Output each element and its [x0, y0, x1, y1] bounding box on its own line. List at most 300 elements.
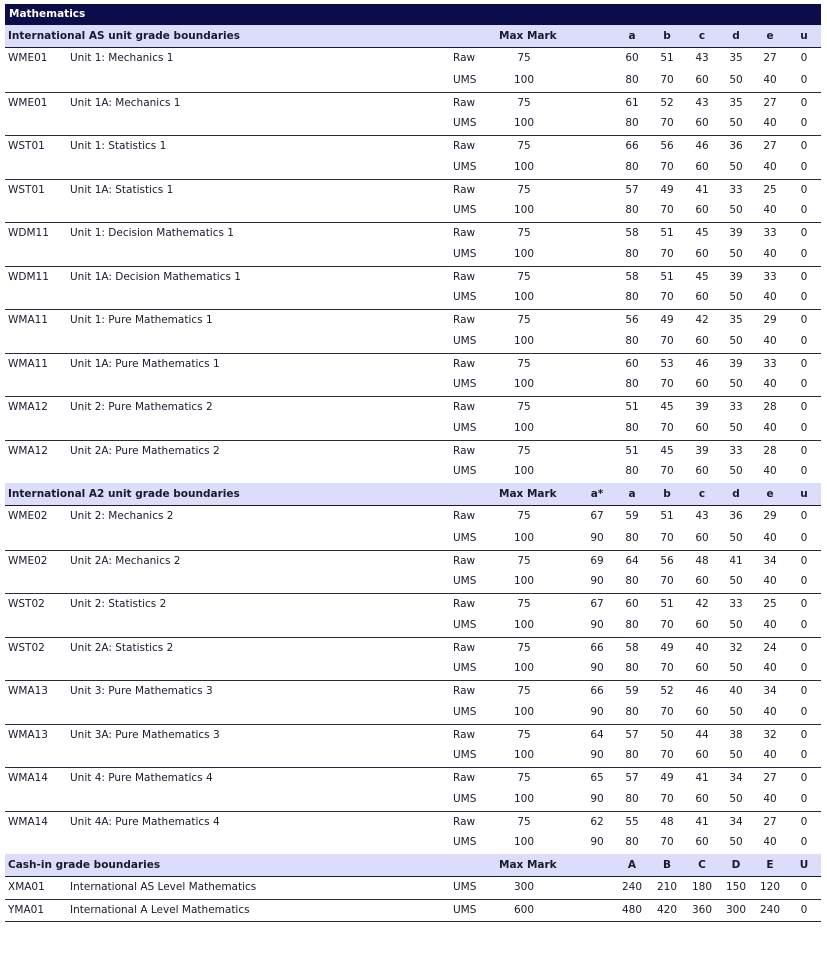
max-mark: 100: [513, 575, 535, 588]
grade-value: 57: [625, 772, 639, 784]
grade-value: 50: [729, 378, 743, 391]
unit-code: WMA13: [8, 685, 48, 697]
grade-header: D: [731, 859, 741, 871]
grade-value: 70: [660, 378, 674, 391]
mark-type: Raw: [453, 510, 476, 522]
grade-value: 70: [660, 465, 674, 478]
grade-value: 60: [695, 618, 709, 631]
unit-code: WST02: [8, 598, 45, 610]
grade-value: 57: [625, 183, 639, 196]
grade-value: 64: [625, 554, 639, 567]
unit-code: WME01: [8, 52, 48, 64]
grade-value: 60: [695, 705, 709, 718]
max-mark: 75: [517, 554, 531, 567]
grade-value: 0: [800, 421, 808, 434]
grade-header: C: [698, 859, 706, 871]
grade-value: 80: [625, 531, 639, 544]
grade-value: 57: [625, 728, 639, 741]
grade-value: 50: [729, 160, 743, 173]
grade-value: 70: [660, 291, 674, 304]
grade-value: 420: [656, 903, 678, 916]
table-row: [5, 396, 821, 418]
grade-value: 0: [800, 881, 808, 893]
grade-header: a*: [590, 488, 604, 500]
grade-value: 27: [763, 52, 777, 64]
grade-value: 80: [625, 465, 639, 478]
max-mark: 100: [513, 117, 535, 130]
grade-value: 80: [625, 378, 639, 391]
max-mark: 100: [513, 836, 535, 849]
table-row: [5, 179, 821, 201]
unit-code: WME01: [8, 96, 48, 109]
grade-value: 70: [660, 749, 674, 762]
unit-code: WDM11: [8, 227, 49, 239]
unit-code: WMA12: [8, 444, 48, 457]
grade-value: 40: [763, 792, 777, 805]
grade-value: 210: [656, 881, 678, 893]
mark-type: Raw: [453, 685, 476, 697]
mark-type: UMS: [453, 792, 477, 805]
grade-value: 43: [695, 52, 709, 64]
grade-value: 0: [800, 836, 808, 849]
grade-value: 46: [695, 685, 709, 697]
grade-value: 70: [660, 662, 674, 675]
grade-value: 33: [729, 183, 743, 196]
grade-value: 70: [660, 334, 674, 347]
unit-code: XMA01: [8, 881, 45, 893]
unit-name: Unit 2A: Mechanics 2: [70, 554, 181, 567]
grade-value: 29: [763, 314, 777, 326]
grade-value: 40: [763, 575, 777, 588]
grade-value: 0: [800, 510, 808, 522]
max-mark: 100: [513, 247, 535, 260]
grade-value: 58: [625, 227, 639, 239]
grade-value: 50: [729, 575, 743, 588]
max-mark: 75: [517, 685, 531, 697]
grade-value: 50: [729, 792, 743, 805]
grade-value: 60: [695, 575, 709, 588]
grade-value: 39: [729, 270, 743, 283]
unit-code: WMA13: [8, 728, 48, 741]
grade-value: 33: [763, 227, 777, 239]
grade-value: 0: [800, 160, 808, 173]
grade-value: 43: [695, 510, 709, 522]
grade-value: 0: [800, 815, 808, 828]
grade-value: 60: [695, 247, 709, 260]
grade-value: 43: [695, 96, 709, 109]
grade-value: 40: [763, 662, 777, 675]
grade-value: 40: [763, 117, 777, 130]
grade-value: 32: [729, 641, 743, 654]
grade-value: 42: [695, 598, 709, 610]
grade-value: 50: [660, 728, 674, 741]
table-row: [5, 113, 821, 135]
table-row: [5, 200, 821, 222]
grade-value: 60: [695, 291, 709, 304]
unit-code: WST02: [8, 641, 45, 654]
mark-type: UMS: [453, 618, 477, 631]
unit-name: Unit 2: Statistics 2: [70, 598, 167, 610]
table-title: Mathematics: [5, 4, 821, 25]
grade-value: 0: [800, 554, 808, 567]
unit-name: Unit 1A: Decision Mathematics 1: [70, 270, 241, 283]
table-row: [5, 724, 821, 746]
grade-value: 60: [625, 357, 639, 370]
mark-type: UMS: [453, 117, 477, 130]
grade-value: 69: [590, 554, 604, 567]
grade-value: 66: [625, 140, 639, 152]
grade-value: 0: [800, 73, 808, 86]
unit-name: Unit 1A: Pure Mathematics 1: [70, 357, 220, 370]
grade-header: b: [663, 488, 671, 500]
grade-value: 58: [625, 270, 639, 283]
table-row: [5, 244, 821, 266]
grade-value: 34: [763, 554, 777, 567]
grade-header: u: [800, 30, 808, 42]
grade-value: 56: [660, 140, 674, 152]
grade-value: 66: [590, 641, 604, 654]
unit-code: YMA01: [8, 903, 45, 916]
max-mark: 100: [513, 618, 535, 631]
grade-value: 80: [625, 73, 639, 86]
max-mark: 75: [517, 444, 531, 457]
table-row: [5, 767, 821, 789]
grade-value: 480: [621, 903, 643, 916]
unit-name: Unit 1: Statistics 1: [70, 140, 167, 152]
grade-value: 40: [763, 291, 777, 304]
mark-type: UMS: [453, 421, 477, 434]
grade-value: 50: [729, 531, 743, 544]
table-body: [5, 25, 821, 922]
grade-value: 33: [763, 270, 777, 283]
grade-value: 50: [729, 749, 743, 762]
grade-value: 67: [590, 510, 604, 522]
table-row: [5, 92, 821, 114]
unit-name: Unit 4A: Pure Mathematics 4: [70, 815, 220, 828]
grade-value: 0: [800, 444, 808, 457]
max-mark: 75: [517, 270, 531, 283]
grade-value: 80: [625, 575, 639, 588]
grade-value: 0: [800, 401, 808, 413]
grade-value: 80: [625, 618, 639, 631]
max-mark: 75: [517, 227, 531, 239]
max-mark: 100: [513, 291, 535, 304]
grade-value: 60: [695, 160, 709, 173]
mark-type: UMS: [453, 247, 477, 260]
grade-value: 240: [621, 881, 643, 893]
mark-type: UMS: [453, 73, 477, 86]
grade-value: 40: [763, 531, 777, 544]
grade-value: 0: [800, 291, 808, 304]
grade-value: 0: [800, 96, 808, 109]
table-row: [5, 832, 821, 854]
max-mark: 100: [513, 204, 535, 217]
unit-name: Unit 1A: Statistics 1: [70, 183, 174, 196]
grade-value: 0: [800, 662, 808, 675]
grade-value: 51: [625, 444, 639, 457]
mark-type: Raw: [453, 554, 476, 567]
mark-type: Raw: [453, 270, 476, 283]
grade-value: 80: [625, 749, 639, 762]
grade-value: 41: [695, 183, 709, 196]
grade-value: 59: [625, 685, 639, 697]
mark-type: Raw: [453, 772, 476, 784]
unit-name: Unit 1: Mechanics 1: [70, 52, 174, 64]
table-row: [5, 702, 821, 724]
grade-value: 34: [729, 772, 743, 784]
grade-value: 36: [729, 510, 743, 522]
grade-value: 29: [763, 510, 777, 522]
section-heading: Cash-in grade boundaries: [8, 859, 161, 871]
grade-value: 80: [625, 291, 639, 304]
grade-value: 24: [763, 641, 777, 654]
grade-value: 60: [695, 204, 709, 217]
grade-value: 0: [800, 140, 808, 152]
table-row: [5, 506, 821, 528]
mark-type: Raw: [453, 96, 476, 109]
grade-value: 60: [695, 836, 709, 849]
grade-value: 0: [800, 685, 808, 697]
mark-type: UMS: [453, 836, 477, 849]
grade-value: 60: [695, 378, 709, 391]
grade-value: 80: [625, 792, 639, 805]
grade-value: 120: [759, 881, 781, 893]
grade-value: 27: [763, 96, 777, 109]
grade-value: 90: [590, 836, 604, 849]
mark-type: UMS: [453, 903, 477, 916]
grade-value: 35: [729, 96, 743, 109]
table-row: [5, 353, 821, 375]
grade-value: 58: [625, 641, 639, 654]
grade-value: 0: [800, 183, 808, 196]
grade-value: 80: [625, 421, 639, 434]
table-row: [5, 637, 821, 659]
grade-value: 52: [660, 96, 674, 109]
grade-value: 80: [625, 662, 639, 675]
grade-value: 0: [800, 772, 808, 784]
unit-code: WMA11: [8, 357, 48, 370]
grade-value: 70: [660, 575, 674, 588]
unit-code: WMA11: [8, 314, 48, 326]
grade-value: 300: [725, 903, 747, 916]
max-mark: 75: [517, 314, 531, 326]
table-row: [5, 745, 821, 767]
grade-value: 40: [763, 204, 777, 217]
unit-code: WMA14: [8, 815, 48, 828]
grade-value: 40: [763, 705, 777, 718]
grade-value: 90: [590, 705, 604, 718]
grade-value: 40: [763, 465, 777, 478]
grade-value: 46: [695, 140, 709, 152]
mark-type: UMS: [453, 334, 477, 347]
grade-value: 0: [800, 705, 808, 718]
grade-value: 70: [660, 247, 674, 260]
grade-value: 80: [625, 334, 639, 347]
max-mark: 75: [517, 772, 531, 784]
mark-type: Raw: [453, 598, 476, 610]
grade-value: 44: [695, 728, 709, 741]
mark-type: Raw: [453, 227, 476, 239]
grade-value: 48: [660, 815, 674, 828]
grade-value: 0: [800, 247, 808, 260]
grade-value: 51: [660, 227, 674, 239]
grade-value: 50: [729, 334, 743, 347]
table-row: [5, 440, 821, 462]
table-row: [5, 309, 821, 331]
grade-value: 70: [660, 204, 674, 217]
unit-name: Unit 2: Pure Mathematics 2: [70, 401, 213, 413]
grade-value: 33: [729, 444, 743, 457]
grade-value: 53: [660, 357, 674, 370]
grade-value: 35: [729, 52, 743, 64]
mark-type: Raw: [453, 401, 476, 413]
max-mark: 75: [517, 510, 531, 522]
grade-value: 51: [660, 510, 674, 522]
section-header: [5, 854, 821, 877]
grade-value: 70: [660, 421, 674, 434]
mark-type: UMS: [453, 705, 477, 718]
mark-type: UMS: [453, 662, 477, 675]
grade-value: 0: [800, 575, 808, 588]
grade-value: 38: [729, 728, 743, 741]
max-mark: 75: [517, 52, 531, 64]
grade-value: 28: [763, 444, 777, 457]
unit-code: WMA14: [8, 772, 48, 784]
grade-value: 35: [729, 314, 743, 326]
grade-value: 60: [625, 52, 639, 64]
max-mark: 75: [517, 641, 531, 654]
grade-value: 33: [763, 357, 777, 370]
mark-type: UMS: [453, 465, 477, 478]
grade-value: 25: [763, 183, 777, 196]
table-row: [5, 877, 821, 899]
grade-value: 51: [660, 52, 674, 64]
unit-name: Unit 2A: Pure Mathematics 2: [70, 444, 220, 457]
grade-value: 61: [625, 96, 639, 109]
unit-code: WME02: [8, 510, 48, 522]
max-mark: 300: [513, 881, 535, 893]
grade-value: 150: [725, 881, 747, 893]
table-row: [5, 331, 821, 353]
grade-value: 40: [729, 685, 743, 697]
grade-value: 80: [625, 117, 639, 130]
grade-value: 50: [729, 291, 743, 304]
grade-value: 66: [590, 685, 604, 697]
max-mark: 100: [513, 531, 535, 544]
max-mark: 100: [513, 421, 535, 434]
table-row: [5, 461, 821, 483]
grade-value: 0: [800, 378, 808, 391]
mark-type: Raw: [453, 314, 476, 326]
grade-value: 34: [729, 815, 743, 828]
grade-value: 80: [625, 705, 639, 718]
grade-value: 0: [800, 117, 808, 130]
unit-code: WST01: [8, 140, 45, 152]
grade-value: 39: [695, 401, 709, 413]
grade-value: 0: [800, 314, 808, 326]
grade-header: B: [662, 859, 671, 871]
grade-value: 0: [800, 792, 808, 805]
grade-boundaries-table: [5, 4, 821, 922]
grade-value: 50: [729, 705, 743, 718]
table-row: [5, 680, 821, 702]
grade-value: 32: [763, 728, 777, 741]
grade-value: 55: [625, 815, 639, 828]
table-row: [5, 550, 821, 572]
grade-value: 62: [590, 815, 604, 828]
grade-value: 70: [660, 117, 674, 130]
table-row: [5, 418, 821, 440]
grade-value: 90: [590, 531, 604, 544]
mark-type: Raw: [453, 728, 476, 741]
unit-code: WME02: [8, 554, 48, 567]
grade-value: 50: [729, 204, 743, 217]
grade-value: 0: [800, 618, 808, 631]
grade-value: 60: [695, 531, 709, 544]
table-row: [5, 266, 821, 288]
grade-value: 52: [660, 685, 674, 697]
table-row: [5, 615, 821, 637]
mark-type: UMS: [453, 881, 477, 893]
mark-type: Raw: [453, 140, 476, 152]
grade-value: 180: [691, 881, 713, 893]
max-mark: 100: [513, 792, 535, 805]
grade-value: 45: [660, 401, 674, 413]
grade-value: 0: [800, 531, 808, 544]
max-mark: 75: [517, 728, 531, 741]
mark-type: UMS: [453, 378, 477, 391]
mark-type: Raw: [453, 815, 476, 828]
grade-header: a: [628, 30, 636, 42]
mark-type: Raw: [453, 52, 476, 64]
grade-value: 90: [590, 618, 604, 631]
grade-value: 60: [695, 334, 709, 347]
max-mark: 75: [517, 401, 531, 413]
grade-value: 70: [660, 705, 674, 718]
grade-value: 90: [590, 575, 604, 588]
grade-value: 0: [800, 903, 808, 916]
grade-value: 70: [660, 531, 674, 544]
grade-value: 27: [763, 772, 777, 784]
grade-header: c: [698, 488, 706, 500]
grade-value: 0: [800, 598, 808, 610]
unit-code: WST01: [8, 183, 45, 196]
unit-name: International AS Level Mathematics: [70, 881, 257, 893]
grade-value: 60: [695, 117, 709, 130]
grade-value: 80: [625, 204, 639, 217]
max-mark: 75: [517, 815, 531, 828]
grade-value: 60: [625, 598, 639, 610]
grade-value: 80: [625, 247, 639, 260]
grade-value: 45: [695, 227, 709, 239]
grade-value: 80: [625, 836, 639, 849]
grade-value: 27: [763, 815, 777, 828]
grade-value: 90: [590, 662, 604, 675]
grade-value: 60: [695, 421, 709, 434]
grade-value: 56: [625, 314, 639, 326]
grade-header: e: [766, 30, 774, 42]
grade-value: 49: [660, 641, 674, 654]
grade-value: 0: [800, 227, 808, 239]
grade-value: 0: [800, 749, 808, 762]
grade-value: 33: [729, 598, 743, 610]
table-row: [5, 287, 821, 309]
grade-header: d: [732, 30, 740, 42]
max-mark: 100: [513, 160, 535, 173]
max-mark: 100: [513, 662, 535, 675]
table-row: [5, 135, 821, 157]
grade-header: E: [766, 859, 774, 871]
